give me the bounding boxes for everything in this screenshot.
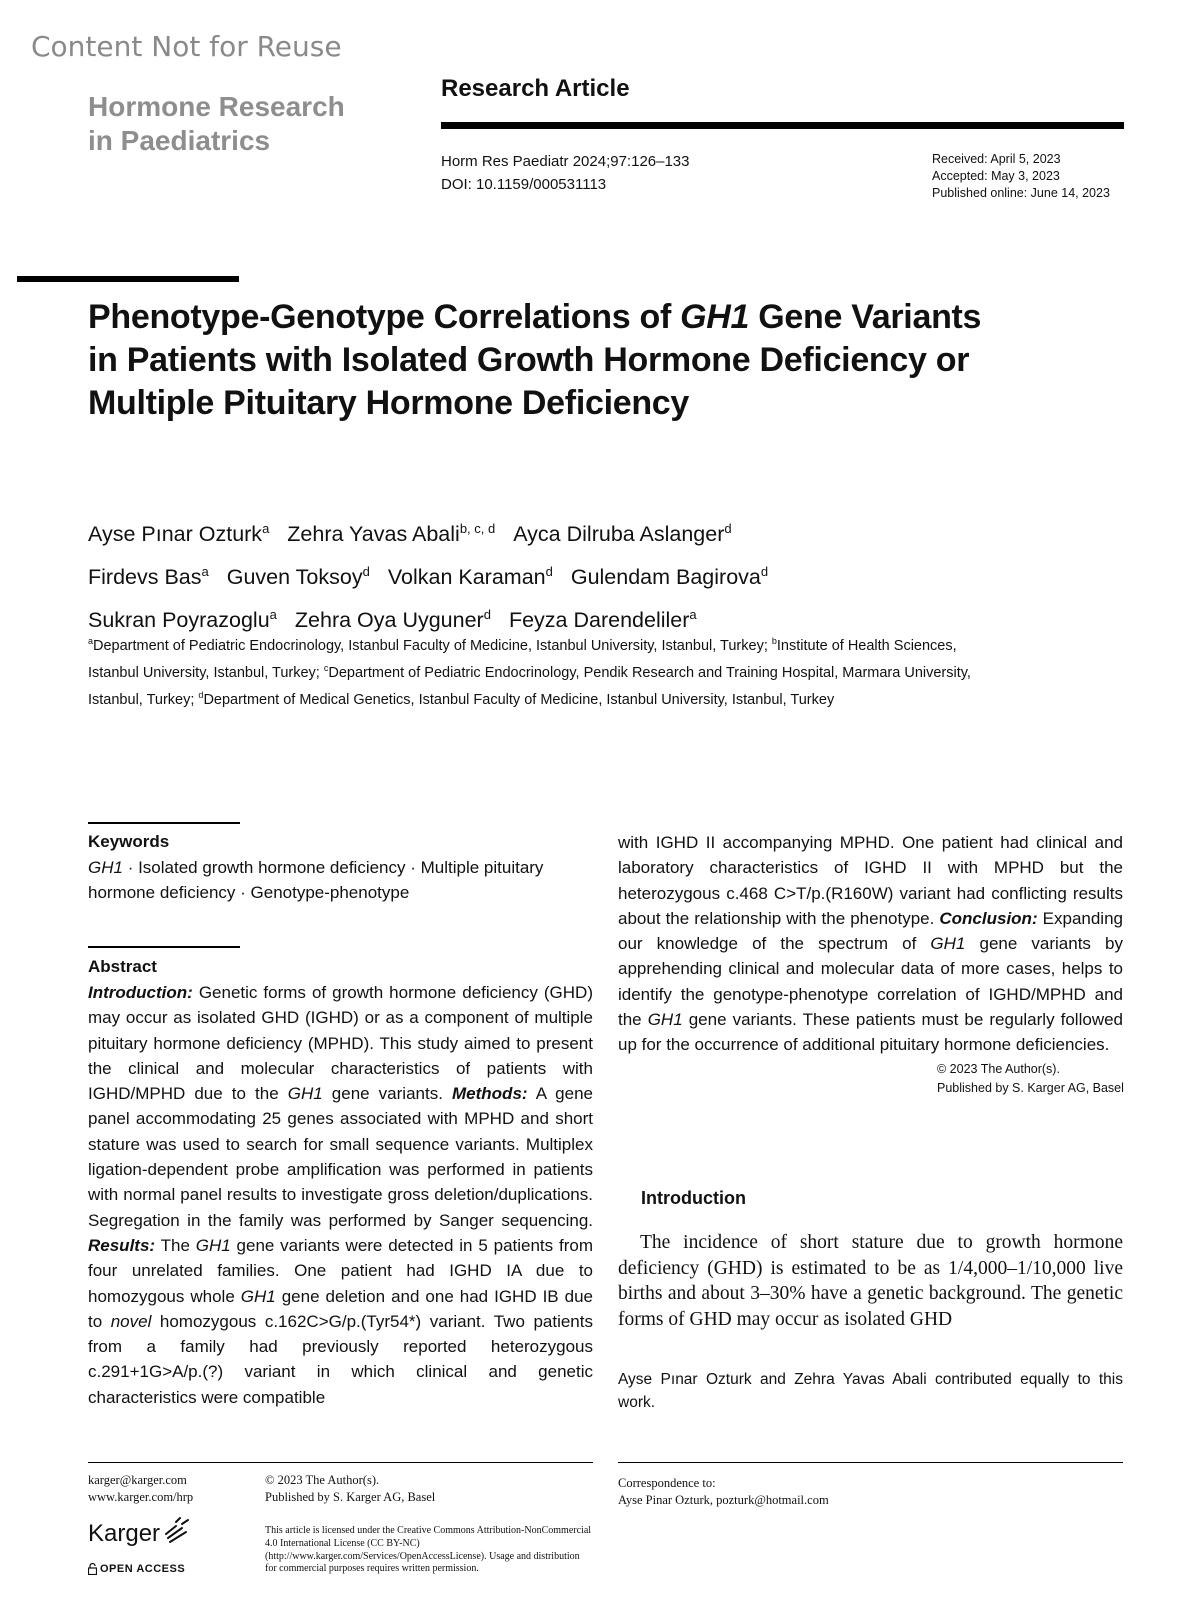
date-received: Received: April 5, 2023 [932,152,1061,166]
author-affiliation-mark: d [362,564,370,580]
abstract-gene: GH1 [287,1084,323,1104]
abstract-copyright [937,1060,1124,1098]
abstract-text-continued [618,830,1123,1058]
affiliation-mark: c [323,662,329,673]
abstract-novel: novel [110,1311,152,1331]
abstract-heading: Abstract [88,957,157,976]
author-affiliation-mark: b, c, d [459,521,496,536]
abstract-gene: GH1 [240,1286,276,1306]
header-rule [441,122,1124,129]
abstract-gene: GH1 [647,1010,683,1030]
author-name: Zehra Yavas Abali [287,522,460,547]
author-entry [88,608,277,632]
abstract-results-text: gene variants were detected in 5 patients from four unrelated families. One patient had IGHD IA due to homozygous whole [88,1235,593,1306]
abstract-copyright-line2: Published by S. Karger AG, Basel [937,1081,1124,1095]
author-affiliation-mark: d [760,564,769,580]
keywords-heading: Keywords [88,832,170,851]
affiliation-text: Department of Medical Genetics, Istanbul Faculty of Medicine, Istanbul University, Istanbul, Turkey [203,691,835,708]
affiliation-mark: d [198,689,204,700]
author-name: Volkan Karaman [387,565,546,590]
correspondence-text[interactable]: Ayse Pinar Ozturk, pozturk@hotmail.com [618,1493,829,1507]
open-access-label: OPEN ACCESS [100,1563,186,1575]
footer-rule-left [88,1462,593,1463]
author-entry [287,522,495,546]
title-part2: Gene Variants in Patients with Isolated Growth Hormone Deficiency or Multiple Pituitary Hormone Deficiency [88,298,982,422]
publisher-contact [88,1472,193,1506]
author-name: Firdevs Bas [88,565,202,590]
abstract-methods-label: Methods: [452,1084,528,1104]
date-published: Published online: June 14, 2023 [932,186,1110,200]
affiliation-mark: b [771,636,777,646]
abstract-conclusion-text: gene variants. These patients must be regularly followed up for the occurrence of additional pituitary hormone deficiencies. [618,1010,1124,1055]
abstract-results-label: Results: [88,1235,156,1255]
abstract-conclusion-text: gene variants by apprehending clinical and molecular data of more cases, helps to identify the genotype-phenotype correlation of IGHD/MPHD and the [618,934,1123,1030]
abstract-conclusion-text: Expanding our knowledge of the spectrum of [618,908,1123,954]
affiliation-text: Department of Pediatric Endocrinology, Pendik Research and Training Hospital, Marmara University, Istanbul, Turkey; [88,664,971,708]
article-type: Research Article [441,75,630,102]
author-entry [88,522,269,546]
author-affiliation-mark: a [689,607,697,623]
author-name: Ayse Pınar Ozturk [88,522,263,547]
publisher-website[interactable]: www.karger.com/hrp [88,1490,194,1504]
keywords-rest: · Isolated growth hormone deficiency · Multiple pituitary hormone deficiency · Genotype-phenotype [88,858,544,902]
karger-logo-mark-icon [162,1516,192,1546]
affiliation-text: Department of Pediatric Endocrinology, Istanbul Faculty of Medicine, Istanbul University, Istanbul, Turkey; [93,637,772,654]
open-access-badge [88,1563,185,1575]
abstract-results-text: gene deletion and one had IGHD IB due to [88,1286,593,1331]
author-name: Zehra Oya Uyguner [294,608,484,633]
author-affiliation-mark: a [201,564,209,580]
abstract-results-text: homozygous c.162C>G/p.(Tyr54*) variant. Two patients from a family had previously reported heterozygous c.291+1G>A/p.(?) variant in which clinical and genetic characteristics were compatible [88,1311,593,1407]
author-entry [388,565,553,589]
date-accepted: Accepted: May 3, 2023 [932,169,1060,183]
affiliations [88,630,988,710]
author-entry [88,565,209,589]
abstract-gene: GH1 [195,1235,231,1255]
footer-copyright-line2: Published by S. Karger AG, Basel [265,1490,436,1504]
author-entry [571,565,768,589]
title-gene: GH1 [680,298,750,336]
citation-ref: Horm Res Paediatr 2024;97:126–133 [441,153,690,170]
author-name: Ayca Dilruba Aslanger [513,522,725,547]
journal-name-line1: Hormone Research [88,91,345,122]
contribution-note: Ayse Pınar Ozturk and Zehra Yavas Abali contributed equally to this work. [618,1371,1123,1411]
author-entry [295,608,491,632]
author-name: Feyza Darendeliler [508,608,690,633]
keyword-gene: GH1 [88,858,123,877]
abstract-intro-label: Introduction: [88,983,193,1002]
affiliation-text: Institute of Health Sciences, Istanbul University, Istanbul, Turkey; [88,637,957,681]
footer-copyright [265,1472,435,1506]
correspondence [618,1475,829,1509]
abstract-gene: GH1 [930,934,966,954]
lock-open-icon [88,1563,97,1575]
karger-logo [88,1520,192,1548]
author-affiliation-mark: d [483,607,491,623]
abstract-results-text: The [155,1235,196,1255]
journal-name [88,90,345,158]
abstract-intro-text: Genetic forms of growth hormone deficiency (GHD) may occur as isolated GHD (IGHD) or as a component of multiple pituitary hormone deficiency (MPHD). This study aimed to present the clinical and molecular characteristics of patients with IGHD/MPHD due to the [88,983,593,1104]
author-affiliation-mark: d [545,564,553,580]
author-name: Guven Toksoy [226,565,363,590]
author-affiliation-mark: a [269,607,277,623]
keywords-rule [88,822,240,824]
abstract-text [88,980,593,1410]
author-list [88,510,988,639]
title-rule [17,276,239,282]
citation [441,150,690,196]
author-name: Sukran Poyrazoglu [88,608,270,633]
publisher-email[interactable]: karger@karger.com [88,1473,187,1487]
publication-dates [932,151,1110,202]
journal-name-line2: in Paediatrics [88,125,271,156]
footer-rule-right [618,1462,1123,1463]
author-affiliation-mark: d [724,521,732,536]
abstract-conclusion-label: Conclusion: [939,908,1038,928]
footer-copyright-line1: © 2023 The Author(s). [265,1473,380,1487]
abstract-rule [88,946,240,948]
license-text: This article is licensed under the Creative Commons Attribution-NonCommercial 4.0 International License (CC BY-NC) (http://www.karger.com/Services/OpenAccessLicense). Usage and distribution for commercial purposes requires written permission. [265,1525,592,1575]
author-affiliation-mark: a [262,521,270,536]
abstract-results-text: with IGHD II accompanying MPHD. One patient had clinical and laboratory characteristics of IGHD II with MPHD but the heterozygous c.468 C>T/p.(R160W) variant had conflicting results about the relationship with the phenotype. [618,833,1123,928]
abstract-intro-end: gene variants. [322,1084,453,1104]
author-entry [513,522,731,546]
karger-logo-text: Karger [88,1520,161,1547]
author-entry [227,565,370,589]
title-part1: Phenotype-Genotype Correlations of [88,298,681,336]
keywords-text [88,855,598,905]
watermark-text: Content Not for Reuse [31,30,342,63]
author-name: Gulendam Bagirova [570,565,761,590]
correspondence-label: Correspondence to: [618,1476,716,1490]
introduction-heading: Introduction [641,1188,746,1208]
author-entry [509,608,697,632]
abstract-copyright-line1: © 2023 The Author(s). [937,1062,1060,1076]
citation-doi[interactable]: DOI: 10.1159/000531113 [441,176,607,193]
introduction-text: The incidence of short stature due to growth hormone deficiency (GHD) is estimated to be as 1/4,000–1/10,000 live births and about 3–30% have a genetic background. The genetic forms of GHD may occur as isolated GHD [618,1232,1123,1330]
abstract-methods-text: A gene panel accommodating 25 genes associated with MPHD and short stature was used to search for small sequence variants. Multiplex ligation-dependent probe amplification was performed in patients with normal panel results to investigate gross deletion/duplications. Segregation in the family was performed by Sanger sequencing. [88,1084,593,1230]
affiliation-mark: a [88,636,94,646]
article-title [88,296,988,425]
